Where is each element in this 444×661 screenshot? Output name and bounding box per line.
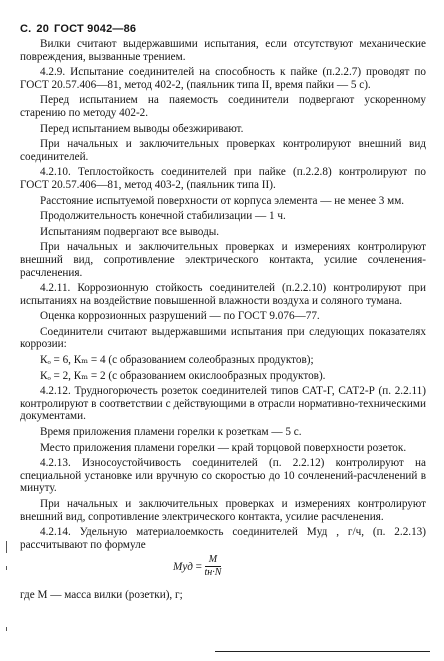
page-header [20,23,141,35]
paragraph: Соединители считают выдержавшими испытания при следующих показателях коррозии: [20,325,426,351]
paragraph: 4.2.10. Теплостойкость соединителей при пайке (п.2.2.8) контролируют по ГОСТ 20.57.406—81, метод 403-2, (паяльник типа II). [20,166,426,191]
paragraph: При начальных и заключительных проверках и измерениях контролируют внешний вид, сопротивление электрического контакта, усилие сочленения-расчленения. [20,241,426,279]
formula-denominator: tн·N [204,567,222,579]
material-intensity-formula [173,554,221,579]
margin-mark [6,566,7,570]
paragraph: Перед испытанием выводы обезжиривают. [40,122,244,135]
paragraph: Перед испытанием на паяемость соединители подвергают ускоренному старению по методу 402-2. [20,94,426,119]
formula-equals: = [194,560,203,573]
paragraph: При начальных и заключительных проверках и измерениях контролируют внешний вид, сопротивление электрического контакта, усилие расчленения. [20,498,426,523]
paragraph: Оценка коррозионных разрушений — по ГОСТ 9.076—77. [40,310,320,323]
paragraph: Продолжительность конечной стабилизации — 1 ч. [40,210,286,223]
paragraph: Время приложения пламени горелки к розеткам — 5 с. [40,426,302,439]
corrosion-rating-line: Кₒ = 6, Кₘ = 4 (с образованием солеобразных продуктов); [40,354,314,367]
paragraph: где M — масса вилки (розетки), г; [20,589,183,602]
document-body [20,38,426,605]
paragraph: Испытаниям подвергают все выводы. [40,225,220,238]
margin-mark [6,541,7,553]
formula-lhs: Mуд [173,560,193,573]
paragraph: 4.2.14. Удельную материалоемкость соединителей Mуд , г/ч, (п. 2.2.13) рассчитывают по формуле [20,526,426,551]
corrosion-rating-line: Кₒ = 2, Кₘ = 2 (с образованием окислообразных продуктов). [40,369,326,382]
standard-code: ГОСТ 9042—86 [54,23,137,35]
paragraph: 4.2.12. Трудногорючесть розеток соединителей типов САТ-Г, САТ2-Р (п. 2.2.11) контролируют в соответствии с действующими в отрасли нормативно-техническими документами. [20,385,426,423]
page-number: 20 [36,23,50,35]
formula-fraction [204,554,221,579]
paragraph: 4.2.9. Испытание соединителей на способность к пайке (п.2.2.7) проводят по ГОСТ 20.57.406—81, метод 402-2, (паяльник типа II, время пайки — 5 с). [20,66,426,91]
footer-rule [215,651,430,652]
paragraph: 4.2.13. Износоустойчивость соединителей (п. 2.2.12) контролируют на специальной установке или вручную со скоростью до 10 сочленений-расчленений в минуту. [20,457,426,495]
formula [20,554,426,586]
formula-numerator: M [205,554,221,567]
paragraph: Вилки считают выдержавшими испытания, если отсутствуют механические повреждения, вызванные трением. [20,38,426,63]
paragraph: Место приложения пламени горелки — край торцовой поверхности розеток. [40,441,407,454]
paragraph: Расстояние испытуемой поверхности от корпуса элемента — не менее 3 мм. [40,194,405,207]
page-prefix: С. [20,23,32,35]
paragraph: 4.2.11. Коррозионную стойкость соединителей (п.2.2.10) контролируют при испытаниях на воздействие повышенной влажности воздуха и соляного тумана. [20,282,426,307]
margin-mark [6,627,7,631]
paragraph: При начальных и заключительных проверках контролируют внешний вид соединителей. [20,138,426,163]
